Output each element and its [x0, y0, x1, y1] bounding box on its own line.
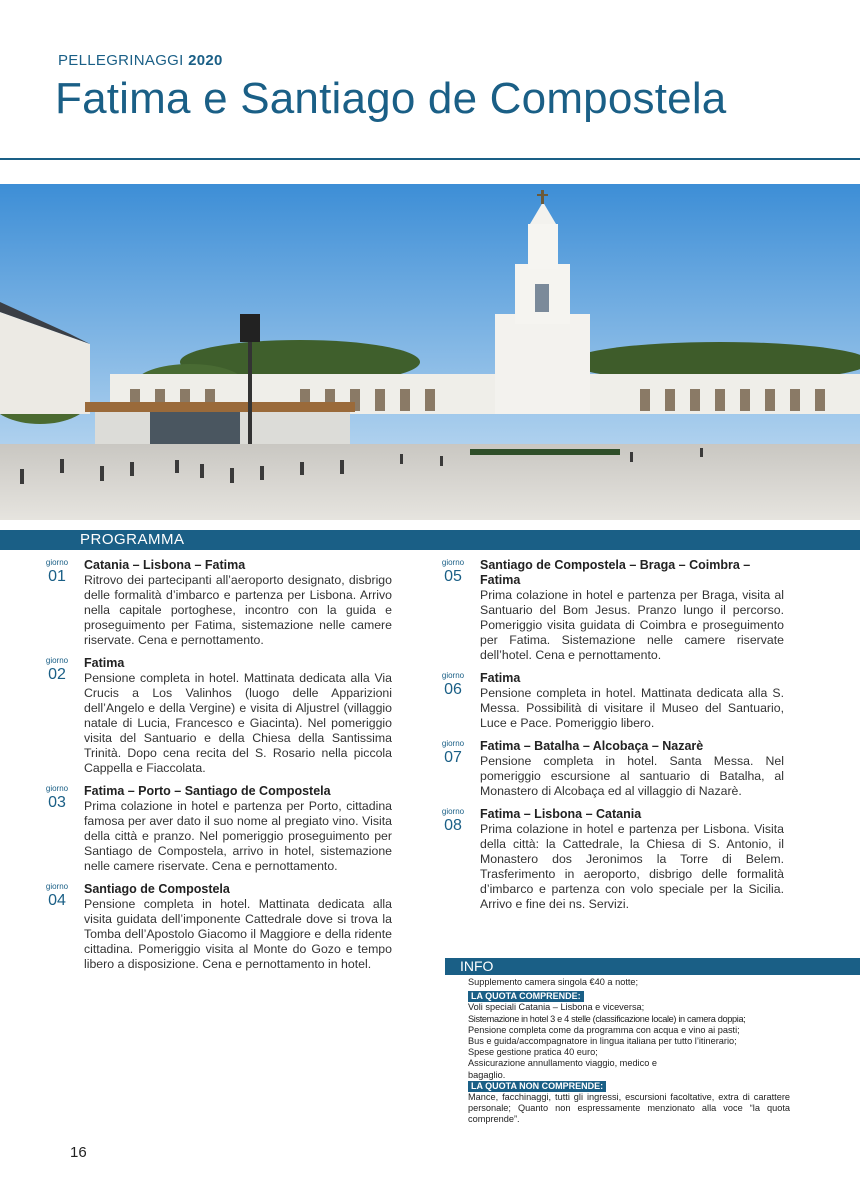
programma-header: PROGRAMMA [0, 530, 860, 550]
included-item: Voli speciali Catania – Lisbona e viceversa; [468, 1002, 645, 1013]
included-item: Pensione completa come da programma con acqua e vino ai pasti; [468, 1024, 740, 1035]
day-text: Pensione completa in hotel. Mattinata dedicata alla visita guidata dell’imponente Cattedrale dove si trova la Tomba dell’Apostolo Giacomo il Maggiore e della ridente cittadina. Pomeriggio visita al Monte do Gozo e tempo libero a disposizione. Cena e pernottamento in hotel. [84, 897, 392, 971]
included-item: Assicurazione annullamento viaggio, medico e [468, 1058, 657, 1069]
day-title: Fatima [480, 671, 521, 685]
included-item: Sistemazione in hotel 3 e 4 stelle (classificazione locale) in camera doppia; [468, 1013, 746, 1024]
day-06 [426, 671, 784, 731]
day-number: 01 [48, 568, 66, 585]
day-01 [30, 558, 392, 648]
day-label: giorno [441, 739, 465, 748]
excluded-label: LA QUOTA NON COMPRENDE: [468, 1081, 606, 1092]
itinerary-left-column [30, 558, 392, 980]
day-label: giorno [45, 882, 69, 891]
itinerary-right-column [426, 558, 784, 920]
day-title: Fatima – Batalha – Alcobaça – Nazarè [480, 739, 704, 753]
day-number: 04 [48, 892, 66, 909]
day-07 [426, 739, 784, 799]
day-04 [30, 882, 392, 972]
day-title: Catania – Lisbona – Fatima [84, 558, 246, 572]
day-text: Ritrovo dei partecipanti all’aeroporto designato, disbrigo delle formalità d’imbarco e partenza per Lisbona. Arrivo nella capitale portoghese, incontro con la guida e proseguimento per Fatima, sistemazione nelle camere riservate. Cena e pernottamento. [84, 573, 392, 647]
excluded-text: Mance, facchinaggi, tutti gli ingressi, escursioni facoltative, extra di carattere personale; Quanto non espressamente menzionato alla voce “la quota comprende”. [468, 1092, 790, 1125]
day-02 [30, 656, 392, 776]
day-08 [426, 807, 784, 912]
day-number: 06 [444, 681, 462, 698]
single-room-supplement: Supplemento camera singola €40 a notte; [468, 977, 639, 987]
day-text: Prima colazione in hotel e partenza per Porto, cittadina famosa per aver dato il suo nome al pregiato vino. Visita della città e pranzo. Nel pomeriggio proseguimento per Santiago de Compostela, arrivo in hotel, sistemazione nelle camere riservate. Cena e pernottamento. [84, 799, 392, 873]
info-header: INFO [445, 958, 860, 975]
day-text: Pensione completa in hotel. Mattinata dedicata alla Via Crucis a Los Valinhos (luogo delle Apparizioni dell’Angelo e della Vergine) e visita di Aljustrel (villaggio natale di Lucia, Francesco e Giacinta). Nel pomeriggio visita del Santuario e della Chiesa della Santissima Trinità. Dopo cena recita del S. Rosario nella piccola Cappella e Fiaccolata. [84, 671, 392, 775]
day-title: Fatima – Porto – Santiago de Compostela [84, 784, 331, 798]
day-label: giorno [45, 656, 69, 665]
series-label: PELLEGRINAGGI 2020 [58, 52, 223, 69]
day-title: Fatima [84, 656, 125, 670]
day-label: giorno [45, 558, 69, 567]
sanctuary-photo [0, 184, 860, 520]
day-text: Pensione completa in hotel. Mattinata dedicata alla S. Messa. Possibilità di visitare il Museo del Santuario, Luce e Pace. Pomeriggio libero. [480, 686, 784, 730]
included-item: Spese gestione pratica 40 euro; [468, 1047, 598, 1058]
day-03 [30, 784, 392, 874]
day-title: Fatima – Lisbona – Catania [480, 807, 642, 821]
day-label: giorno [441, 807, 465, 816]
day-title: Santiago de Compostela – Braga – Coimbra – Fatima [480, 558, 751, 587]
day-text: Pensione completa in hotel. Santa Messa. Nel pomeriggio escursione al santuario di Batalha, al Monastero di Alcobaça ed al villaggio di Nazarè. [480, 754, 784, 798]
day-title: Santiago de Compostela [84, 882, 230, 896]
included-item: bagaglio. [468, 1069, 506, 1080]
day-text: Prima colazione in hotel e partenza per Lisbona. Visita della città: la Cattedrale, la Chiesa di S. Antonio, il Monastero dos Jeronimos la Torre di Belem. Trasferimento in aeroporto, disbrigo delle formalità d’imbarco e partenza con volo speciale per la Sicilia. Arrivo e fine dei ns. Servizi. [480, 822, 784, 911]
day-number: 02 [48, 666, 66, 683]
header-divider [0, 158, 860, 160]
included-label: LA QUOTA COMPRENDE: [468, 991, 584, 1002]
day-label: giorno [441, 671, 465, 680]
day-number: 08 [444, 817, 462, 834]
day-label: giorno [441, 558, 465, 567]
page-title: Fatima e Santiago de Compostela [55, 74, 727, 123]
info-box [468, 977, 790, 1126]
day-text: Prima colazione in hotel e partenza per Braga, visita al Santuario del Bom Jesus. Pranzo lungo il percorso. Pomeriggio visita guidata di Coimbra e proseguimento per Fatima. Sistemazione nelle camere riservate dell’hotel. Cena e pernottamento. [480, 588, 784, 662]
day-number: 05 [444, 568, 462, 585]
day-label: giorno [45, 784, 69, 793]
day-05 [426, 558, 784, 663]
day-number: 03 [48, 794, 66, 811]
day-number: 07 [444, 749, 462, 766]
included-item: Bus e guida/accompagnatore in lingua italiana per tutto l’itinerario; [468, 1036, 737, 1047]
page-number: 16 [70, 1144, 87, 1161]
